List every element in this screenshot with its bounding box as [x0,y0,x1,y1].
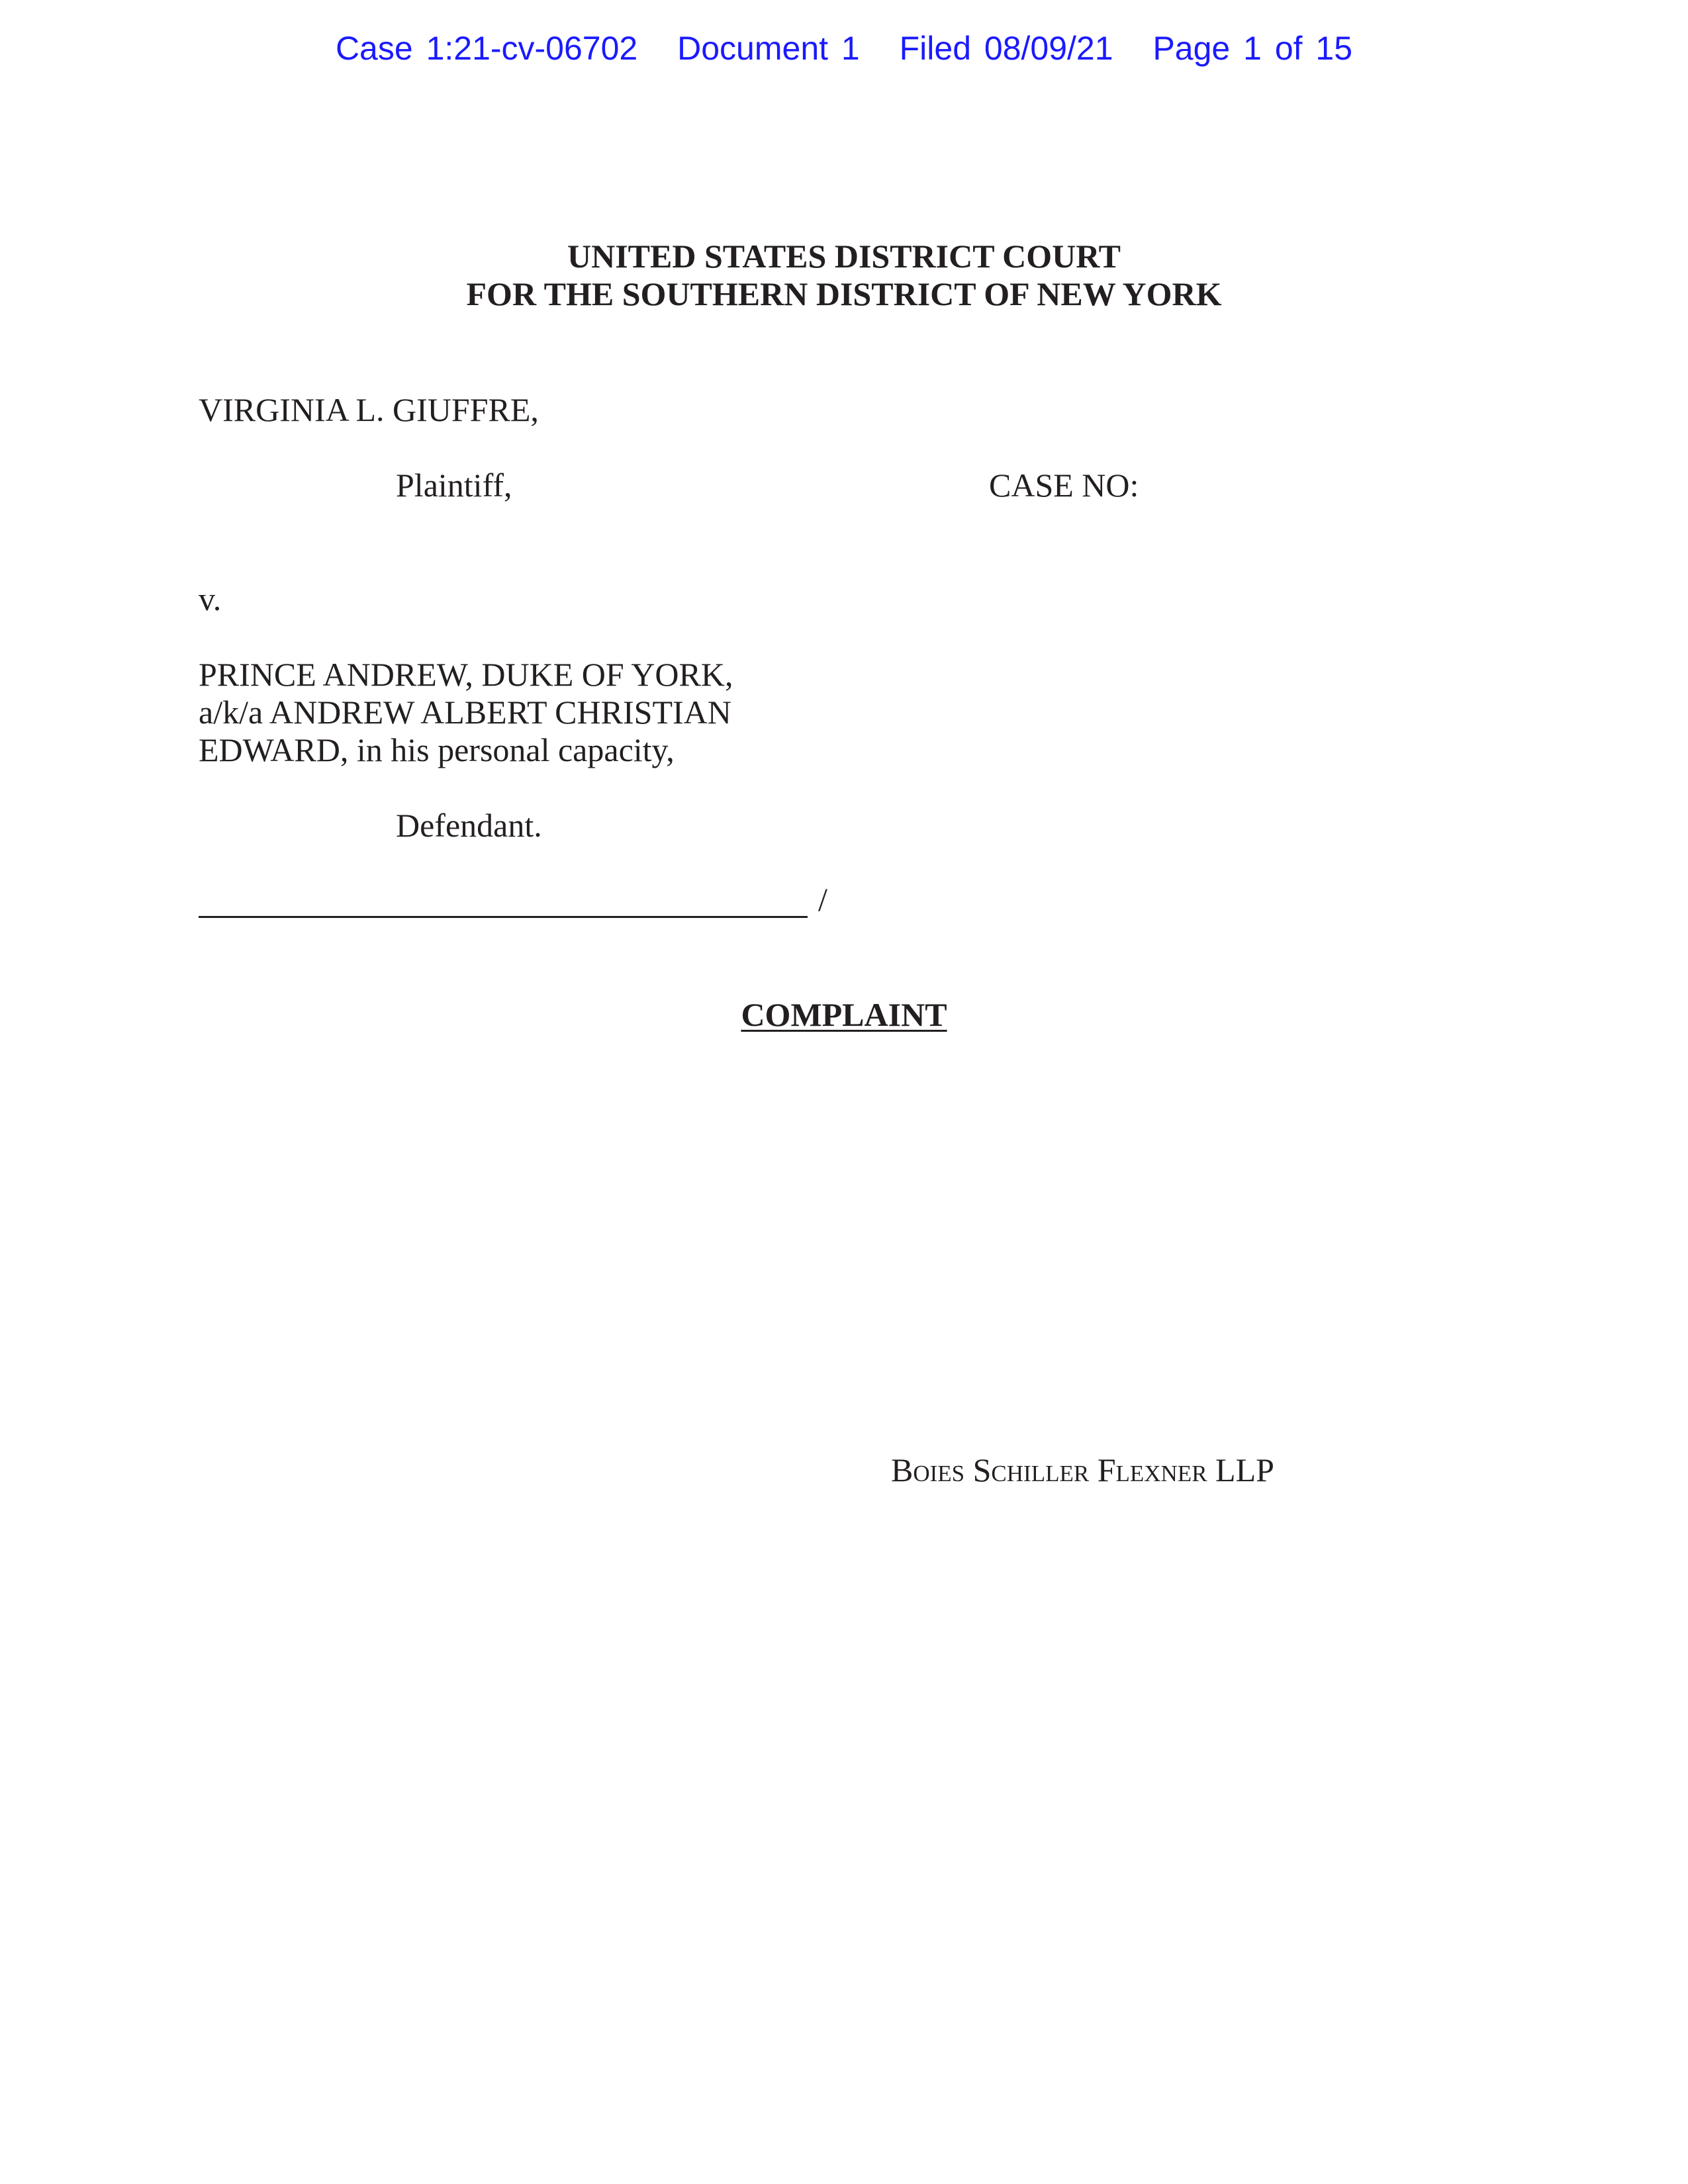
plaintiff-role: Plaintiff, [396,467,512,504]
ecf-filed-date: Filed 08/09/21 [899,30,1113,67]
caption-divider-line [199,916,808,918]
defendant-name-line-2: a/k/a ANDREW ALBERT CHRISTIAN [199,694,731,731]
ecf-page-count: Page 1 of 15 [1152,30,1353,67]
plaintiff-name: VIRGINIA L. GIUFFRE, [199,391,539,428]
court-name: UNITED STATES DISTRICT COURT [567,238,1121,275]
court-district: FOR THE SOUTHERN DISTRICT OF NEW YORK [466,275,1222,312]
defendant-role: Defendant. [396,807,542,844]
ecf-document-number: Document 1 [677,30,860,67]
ecf-filing-header [0,29,1688,68]
ecf-case-number: Case 1:21-cv-06702 [335,30,638,67]
law-firm-name: Boies Schiller Flexner LLP [891,1451,1274,1488]
defendant-name-line-3: EDWARD, in his personal capacity, [199,731,675,768]
versus-label: v. [199,580,222,617]
document-title: COMPLAINT [741,996,947,1033]
caption-slash: / [818,881,827,918]
case-number-label: CASE NO: [989,467,1139,504]
defendant-name-line-1: PRINCE ANDREW, DUKE OF YORK, [199,656,733,693]
